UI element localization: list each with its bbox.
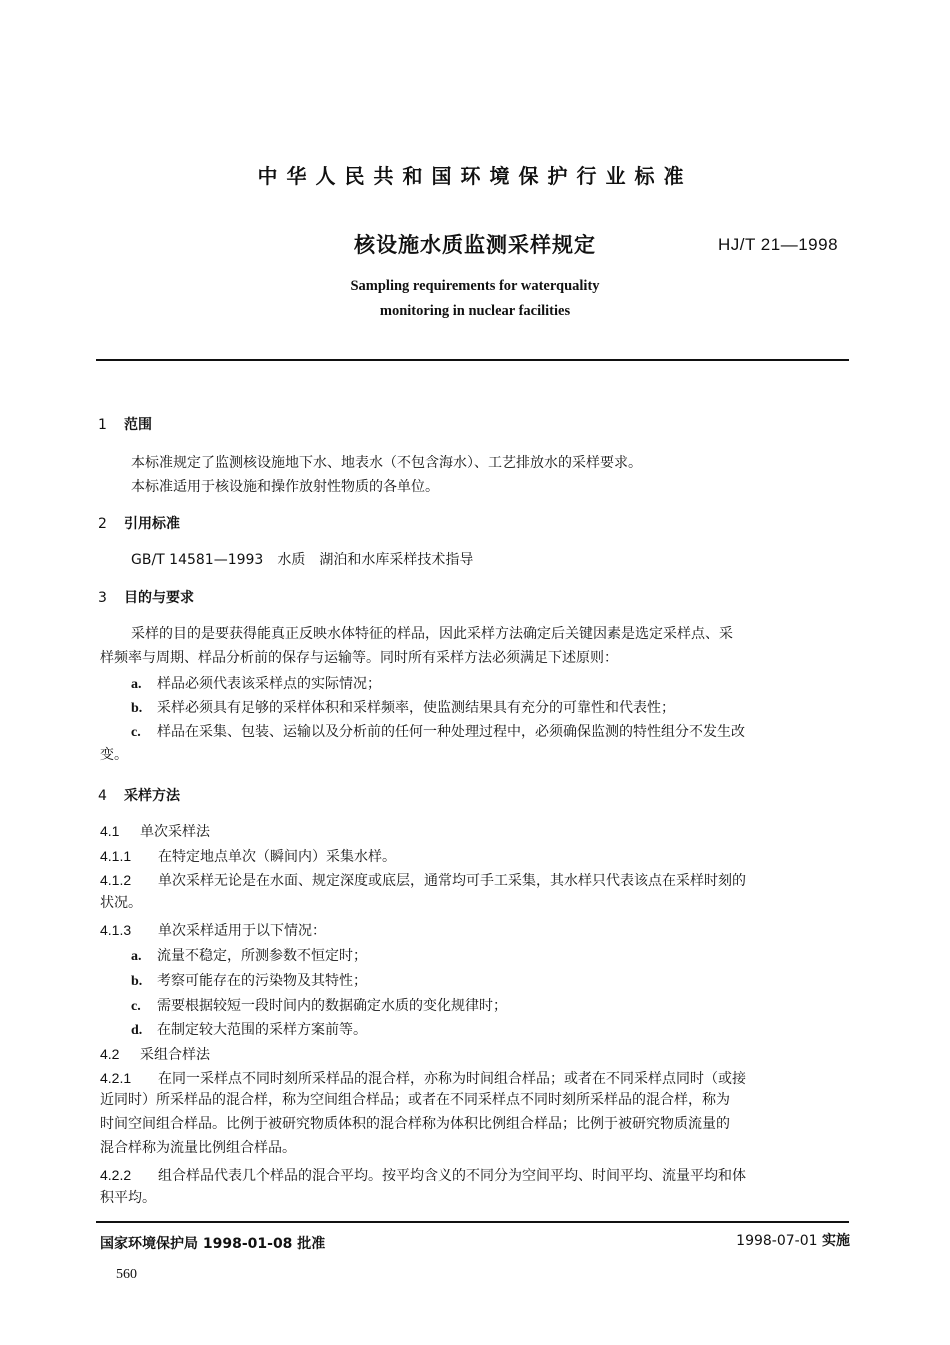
- approval-line: 国家环境保护局 1998-01-08 批准: [100, 1236, 326, 1252]
- implementation-line: [736, 1230, 850, 1250]
- list-item-b: b. 考察可能存在的污染物及其特性；: [131, 973, 367, 989]
- s3-paragraph-line-1: 采样的目的是要获得能真正反映水体特征的样品，因此采样方法确定后关键因素是选定采样点、采: [131, 626, 733, 642]
- english-title-line-1: Sampling requirements for waterquality: [350, 278, 600, 294]
- list-item-a: a. 流量不稳定，所测参数不恒定时；: [131, 948, 367, 964]
- clause-4-1-2: 4.1.2 单次采样无论是在水面、规定深度或底层，通常均可手工采集，其水样只代表该点在采样时刻的: [100, 872, 746, 889]
- clause-4-2-1-line-4: 混合样称为流量比例组合样品。: [100, 1140, 296, 1156]
- section-title: 范围: [124, 417, 152, 433]
- clause-4-1-2-continuation: 状况。: [100, 895, 142, 911]
- clause-4-1-1: 4.1.1 在特定地点单次（瞬间内）采集水样。: [100, 848, 396, 865]
- s3-paragraph-line-2: 样频率与周期、样品分析前的保存与运输等。同时所有采样方法必须满足下述原则：: [100, 650, 618, 666]
- section-title: 目的与要求: [124, 590, 194, 606]
- section-4-heading: [98, 785, 180, 805]
- clause-4-1-3: 4.1.3 单次采样适用于以下情况：: [100, 922, 326, 939]
- issuing-organization: 中华人民共和国环境保护行业标准: [257, 164, 693, 188]
- section-number: 2: [98, 516, 107, 532]
- section-title: 引用标准: [124, 516, 180, 532]
- standard-code: HJ/T 21—1998: [718, 235, 839, 254]
- implementation-date: 1998-07-01: [736, 1233, 818, 1249]
- s1-paragraph-1: 本标准规定了监测核设施地下水、地表水（不包含海水）、工艺排放水的采样要求。: [131, 455, 642, 471]
- list-item-c: c. 需要根据较短一段时间内的数据确定水质的变化规律时；: [131, 998, 507, 1014]
- english-title: [0, 274, 950, 324]
- list-item-c-continuation: 变。: [100, 747, 128, 763]
- section-2-heading: [98, 513, 180, 533]
- clause-4-1: 4.1 单次采样法: [100, 823, 210, 840]
- clause-4-2-2: 4.2.2 组合样品代表几个样品的混合平均。按平均含义的不同分为空间平均、时间平均、流量平均和体: [100, 1167, 746, 1184]
- implementation-word: 实施: [822, 1233, 850, 1249]
- clause-4-2-1-line-3: 时间空间组合样品。比例于被研究物质体积的混合样称为体积比例组合样品；比例于被研究物质流量的: [100, 1116, 730, 1132]
- s1-paragraph-2: 本标准适用于核设施和操作放射性物质的各单位。: [131, 479, 439, 495]
- list-item-b: b. 采样必须具有足够的采样体积和采样频率，使监测结果具有充分的可靠性和代表性；: [131, 700, 675, 716]
- normative-reference: GB/T 14581—1993 水质 湖泊和水库采样技术指导: [131, 552, 474, 568]
- top-divider: [96, 359, 849, 361]
- list-item-d: d. 在制定较大范围的采样方案前等。: [131, 1022, 367, 1038]
- bottom-divider: [96, 1221, 849, 1223]
- list-item-c: c. 样品在采集、包装、运输以及分析前的任何一种处理过程中，必须确保监测的特性组分不发生改: [131, 724, 745, 740]
- section-number: 4: [98, 788, 107, 804]
- section-number: 1: [98, 417, 107, 433]
- section-number: 3: [98, 590, 107, 606]
- page-title: 核设施水质监测采样规定: [354, 233, 596, 257]
- english-title-line-2: monitoring in nuclear facilities: [379, 303, 571, 319]
- clause-4-2-1-line-2: 近同时）所采样品的混合样，称为空间组合样品；或者在不同采样点不同时刻所采样品的混合样，称为: [100, 1092, 730, 1108]
- section-title: 采样方法: [124, 788, 180, 804]
- section-3-heading: [98, 587, 194, 607]
- section-1-heading: [98, 414, 152, 434]
- list-item-a: a. 样品必须代表该采样点的实际情况；: [131, 676, 381, 692]
- clause-4-2-2-continuation: 积平均。: [100, 1190, 156, 1206]
- clause-4-2-1: 4.2.1 在同一采样点不同时刻所采样品的混合样，亦称为时间组合样品；或者在不同采样点同时（或接: [100, 1070, 746, 1087]
- page-number: 560: [116, 1267, 137, 1282]
- clause-4-2: 4.2 采组合样法: [100, 1046, 210, 1063]
